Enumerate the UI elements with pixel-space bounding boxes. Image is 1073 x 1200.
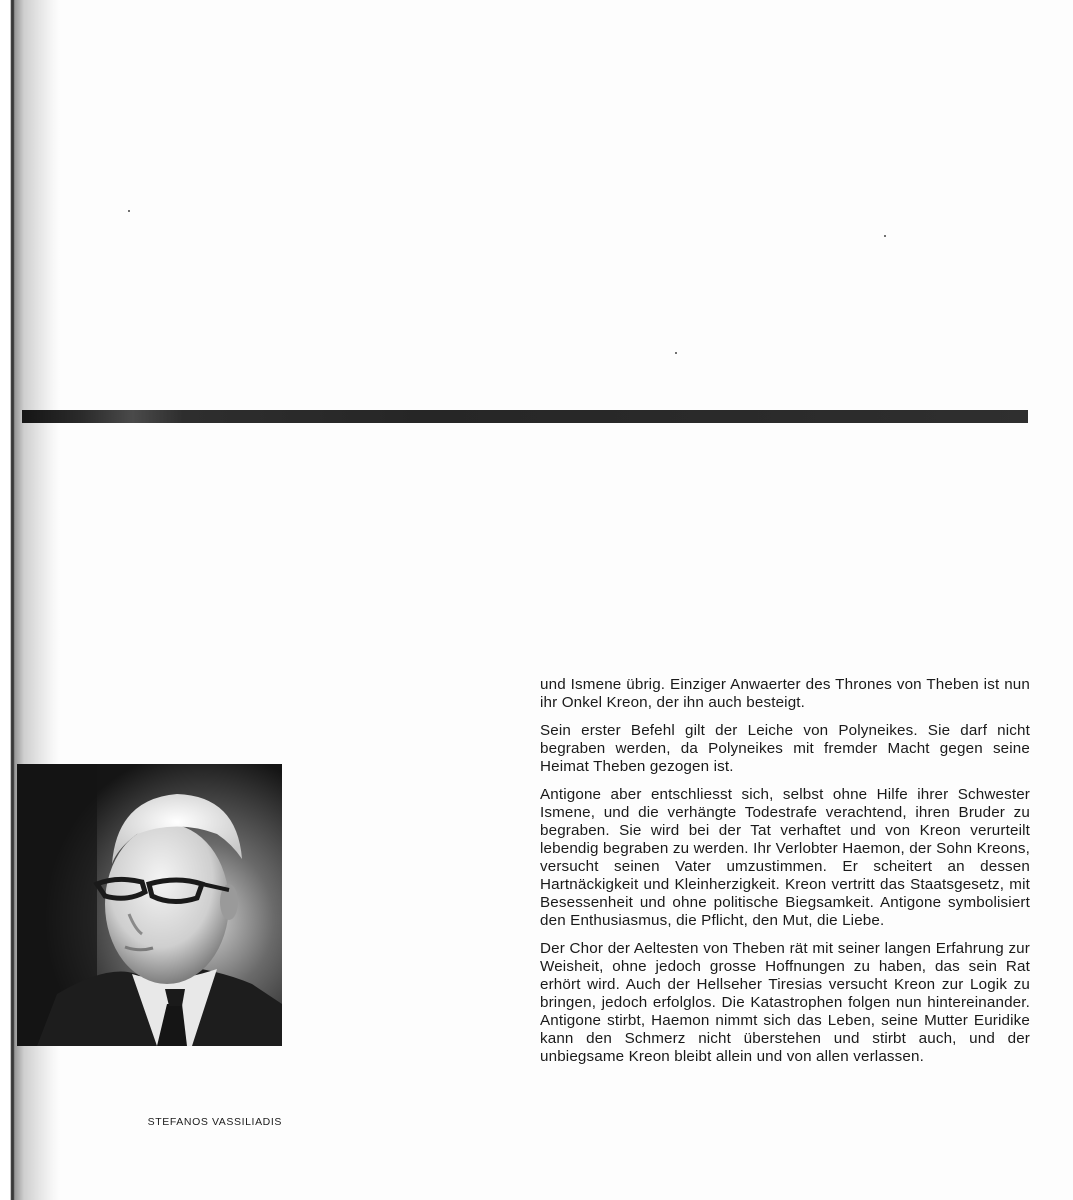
portrait-photo	[17, 764, 282, 1046]
speck	[128, 210, 130, 212]
speck	[884, 235, 886, 237]
paragraph: Sein erster Befehl gilt der Leiche von Polyneikes. Sie darf nicht begraben werden, da Polyneikes mit fremder Macht gegen seine Heimat Theben gezogen ist.	[540, 722, 1030, 775]
horizontal-rule	[22, 410, 1028, 423]
paragraph: Antigone aber entschliesst sich, selbst ohne Hilfe ihrer Schwester Ismene, und die verhängte Todestrafe verachtend, ihren Bruder zu begraben. Sie wird bei der Tat verhaftet und von Kreon verurteilt lebendig begraben zu werden. Ihr Verlobter Haemon, der Sohn Kreons, versucht seinen Vater umzustimmen. Er scheitert an dessen Hartnäckigkeit und Kleinherzigkeit. Kreon vertritt das Staatsgesetz, mit Besessenheit und ohne politische Biegsamkeit. Antigone symbolisiert den Enthusiasmus, die Pflicht, den Mut, die Liebe.	[540, 786, 1030, 929]
paragraph: und Ismene übrig. Einziger Anwaerter des Thrones von Theben ist nun ihr Onkel Kreon, der ihn auch besteigt.	[540, 676, 1030, 711]
body-text	[540, 676, 1030, 1076]
photo-caption: STEFANOS VASSILIADIS	[147, 1116, 282, 1128]
page-edge	[11, 0, 14, 1200]
portrait-illustration	[17, 764, 282, 1046]
paragraph: Der Chor der Aeltesten von Theben rät mit seiner langen Erfahrung zur Weisheit, ohne jedoch grosse Hoffnungen zu haben, das sein Rat erhört wird. Auch der Hellseher Tiresias versucht Kreon zur Logik zu bringen, jedoch erfolglos. Die Katastrophen folgen nun hintereinander. Antigone stirbt, Haemon nimmt sich das Leben, seine Mutter Euridike kann den Schmerz nicht überstehen und stirbt auch, und der unbiegsame Kreon bleibt allein und von allen verlassen.	[540, 940, 1030, 1065]
speck	[675, 352, 677, 354]
